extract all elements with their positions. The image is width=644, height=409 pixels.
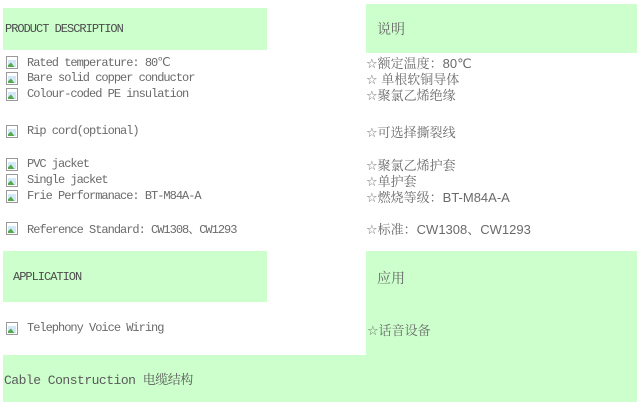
product-description-header bbox=[3, 8, 267, 50]
application-item-label-zh: ☆话音设备 bbox=[367, 322, 431, 338]
cable-construction-label: Cable Construction 电缆结构 bbox=[4, 373, 193, 388]
description-en-group-1 bbox=[3, 54, 363, 102]
list-item-label: Rated temperature: 80℃ bbox=[27, 55, 170, 70]
list-item bbox=[3, 54, 363, 70]
list-item bbox=[3, 156, 363, 172]
list-item-label: Colour-coded PE insulation bbox=[27, 87, 189, 101]
list-item-label-zh: ☆额定温度：80℃ bbox=[366, 55, 472, 71]
application-item-label: Telephony Voice Wiring bbox=[27, 321, 164, 335]
list-item-label: PVC jacket bbox=[27, 157, 90, 171]
list-item-label: Reference Standard: CW1308、CW1293 bbox=[27, 222, 237, 237]
description-en-group-3 bbox=[3, 156, 363, 204]
image-placeholder-icon bbox=[6, 222, 18, 235]
image-placeholder-icon bbox=[6, 72, 18, 85]
list-item bbox=[3, 123, 363, 139]
description-zh-group-1 bbox=[366, 54, 641, 102]
application-header bbox=[3, 251, 267, 302]
application-list-item bbox=[3, 320, 363, 336]
description-zh-group-4 bbox=[366, 220, 641, 236]
image-placeholder-icon bbox=[6, 322, 18, 335]
image-placeholder-icon bbox=[6, 174, 18, 187]
cable-construction-band bbox=[3, 355, 637, 402]
list-item-label: Frie Performanace: BT-M84A-A bbox=[27, 189, 201, 203]
list-item bbox=[3, 70, 363, 86]
description-en-group-4 bbox=[3, 220, 363, 236]
application-header-label: APPLICATION bbox=[13, 269, 82, 284]
image-placeholder-icon bbox=[6, 190, 18, 203]
list-item-label-zh: ☆单护套 bbox=[366, 173, 417, 189]
list-item bbox=[3, 188, 363, 204]
image-placeholder-icon bbox=[6, 56, 18, 69]
image-placeholder-icon bbox=[6, 158, 18, 171]
list-item bbox=[3, 86, 363, 102]
description-zh-group-3 bbox=[366, 156, 641, 204]
list-item-label-zh: ☆标准：CW1308、CW1293 bbox=[366, 221, 531, 237]
image-placeholder-icon bbox=[6, 125, 18, 138]
image-placeholder-icon bbox=[6, 88, 18, 101]
list-item bbox=[3, 172, 363, 188]
list-item-label: Single jacket bbox=[27, 173, 108, 187]
list-item-label-zh: ☆聚氯乙烯绝缘 bbox=[366, 87, 456, 103]
list-item-label-zh: ☆聚氯乙烯护套 bbox=[366, 157, 456, 173]
description-header-zh bbox=[366, 4, 637, 53]
list-item-label-zh: ☆可选择撕裂线 bbox=[366, 124, 456, 140]
description-header-zh-label: 说明 bbox=[377, 20, 405, 37]
list-item-label-zh: ☆ 单根软铜导体 bbox=[366, 71, 460, 87]
list-item-label-zh: ☆燃烧等级：BT-M84A-A bbox=[366, 189, 510, 205]
application-header-zh-label: 应用 bbox=[377, 270, 405, 286]
product-description-header-label: PRODUCT DESCRIPTION bbox=[5, 22, 123, 36]
list-item bbox=[3, 220, 363, 236]
description-en-group-2 bbox=[3, 123, 363, 139]
description-zh-group-2 bbox=[366, 123, 641, 139]
list-item-label: Rip cord(optional) bbox=[27, 124, 139, 138]
list-item-label: Bare solid copper conductor bbox=[27, 71, 195, 85]
